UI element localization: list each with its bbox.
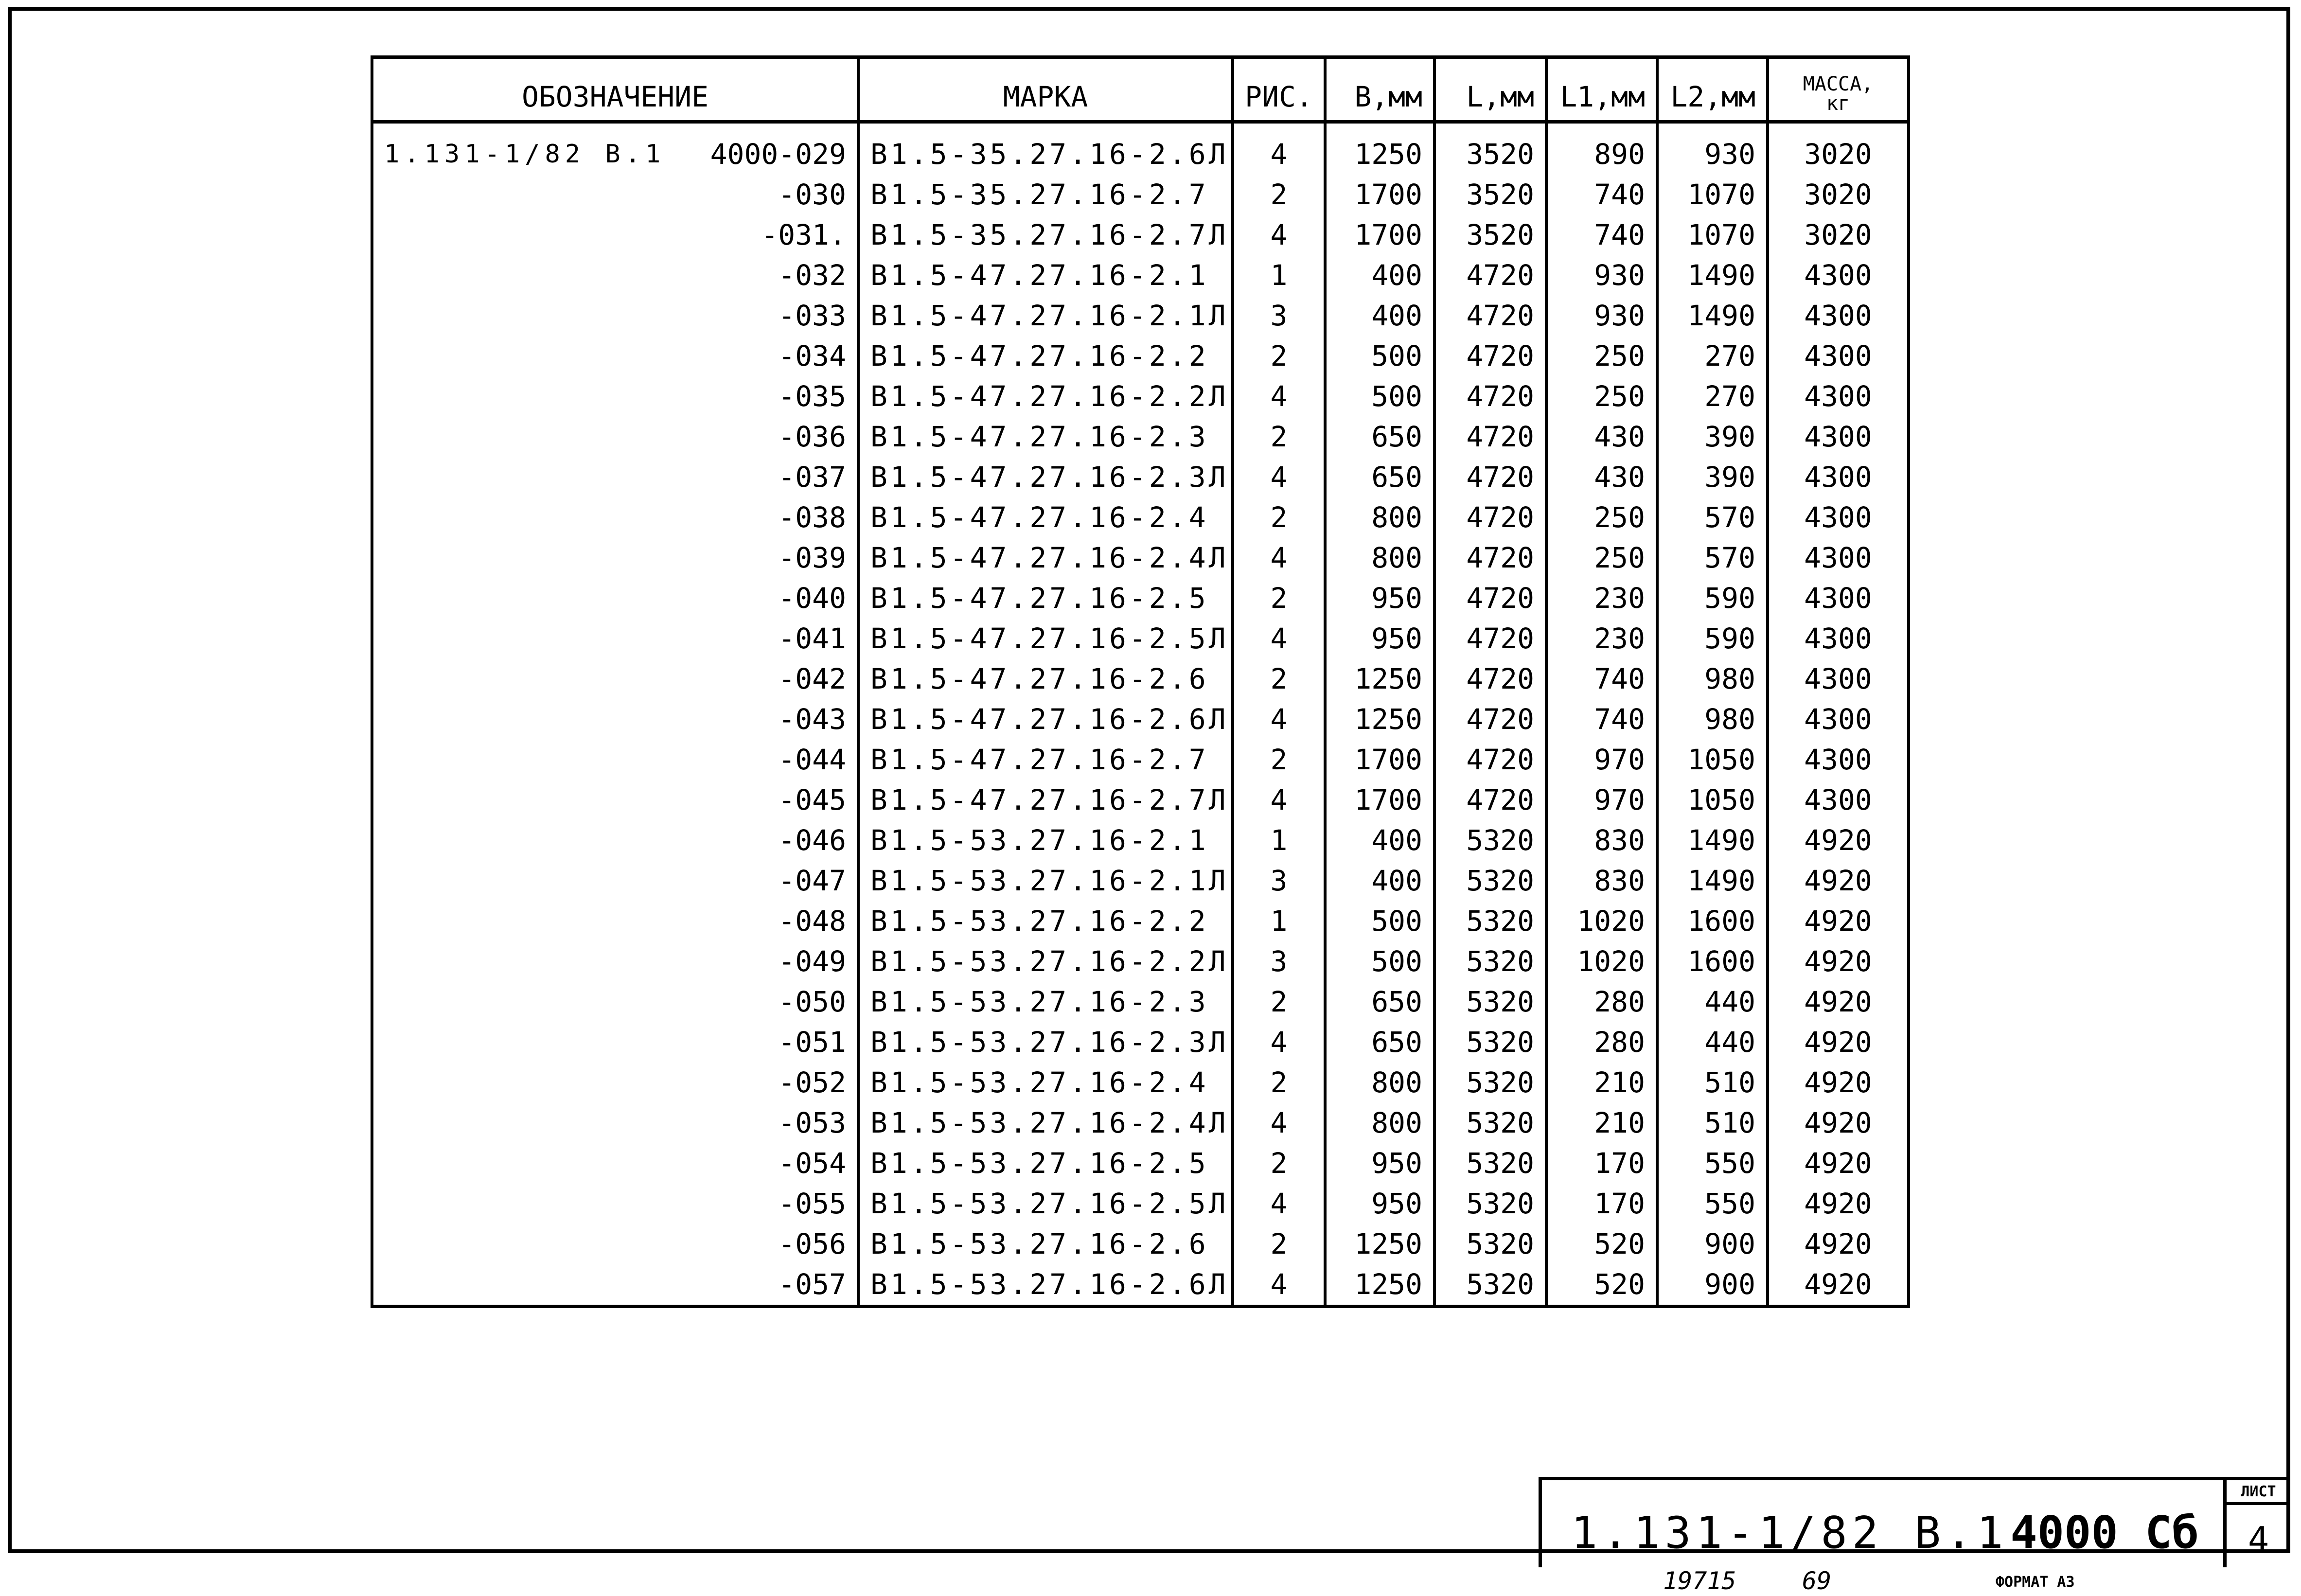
b-cell: 1700: [1325, 175, 1434, 215]
l-cell: 5320: [1434, 1063, 1546, 1103]
l1-cell: 830: [1546, 861, 1657, 901]
designation-cell: -049: [372, 941, 858, 982]
fig-cell: 3: [1233, 941, 1325, 982]
header-mass: [1768, 57, 1909, 122]
table-row: [372, 497, 1909, 538]
title-block: [1539, 1477, 2228, 1567]
header-fig: РИС.: [1233, 57, 1325, 122]
mark-cell: В1.5-53.27.16-2.5: [858, 1143, 1233, 1184]
mark-cell: В1.5-47.27.16-2.7: [858, 740, 1233, 780]
table-row: [372, 296, 1909, 336]
l2-cell: 510: [1657, 1103, 1768, 1143]
fig-cell: 2: [1233, 417, 1325, 457]
l-cell: 4720: [1434, 417, 1546, 457]
designation-cell: -053: [372, 1103, 858, 1143]
mass-cell: 4920: [1768, 1103, 1909, 1143]
b-cell: 1250: [1325, 699, 1434, 740]
l1-cell: 280: [1546, 1022, 1657, 1063]
mark-cell: В1.5-47.27.16-2.1Л: [858, 296, 1233, 336]
l2-cell: 390: [1657, 457, 1768, 497]
mark-cell: В1.5-47.27.16-2.6: [858, 659, 1233, 699]
mark-cell: В1.5-47.27.16-2.3Л: [858, 457, 1233, 497]
b-cell: 1250: [1325, 1264, 1434, 1307]
table-row: [372, 659, 1909, 699]
table-row: [372, 901, 1909, 941]
l1-cell: 230: [1546, 619, 1657, 659]
l2-cell: 1490: [1657, 296, 1768, 336]
table-row: [372, 1143, 1909, 1184]
b-cell: 650: [1325, 457, 1434, 497]
fig-cell: 2: [1233, 1143, 1325, 1184]
mass-cell: 4300: [1768, 740, 1909, 780]
mark-cell: В1.5-47.27.16-2.6Л: [858, 699, 1233, 740]
l1-cell: 740: [1546, 659, 1657, 699]
header-mark: МАРКА: [858, 57, 1233, 122]
l1-cell: 250: [1546, 336, 1657, 376]
mass-cell: 3020: [1768, 122, 1909, 175]
mass-cell: 4300: [1768, 780, 1909, 820]
l2-cell: 270: [1657, 376, 1768, 417]
table-row: [372, 215, 1909, 255]
l1-cell: 230: [1546, 578, 1657, 619]
l-cell: 4720: [1434, 376, 1546, 417]
l2-cell: 570: [1657, 497, 1768, 538]
header-b: B,мм: [1325, 57, 1434, 122]
fig-cell: 2: [1233, 982, 1325, 1022]
mass-cell: 4920: [1768, 1264, 1909, 1307]
fig-cell: 2: [1233, 1063, 1325, 1103]
b-cell: 1250: [1325, 1224, 1434, 1264]
mass-cell: 4920: [1768, 1184, 1909, 1224]
mark-cell: В1.5-47.27.16-2.2: [858, 336, 1233, 376]
header-mass-line1: МАССА,: [1803, 73, 1874, 95]
fig-cell: 4: [1233, 1264, 1325, 1307]
fig-cell: 4: [1233, 1103, 1325, 1143]
table-row: [372, 941, 1909, 982]
designation-cell: -037: [372, 457, 858, 497]
l-cell: 5320: [1434, 982, 1546, 1022]
l2-cell: 590: [1657, 578, 1768, 619]
l-cell: 5320: [1434, 901, 1546, 941]
mark-cell: В1.5-53.27.16-2.5Л: [858, 1184, 1233, 1224]
header-l: L,мм: [1434, 57, 1546, 122]
mark-cell: В1.5-35.27.16-2.7: [858, 175, 1233, 215]
table-row: [372, 417, 1909, 457]
l2-cell: 1070: [1657, 215, 1768, 255]
mark-cell: В1.5-47.27.16-2.4: [858, 497, 1233, 538]
l1-cell: 1020: [1546, 941, 1657, 982]
mark-cell: В1.5-53.27.16-2.6Л: [858, 1264, 1233, 1307]
mark-cell: В1.5-47.27.16-2.5: [858, 578, 1233, 619]
l-cell: 4720: [1434, 255, 1546, 296]
l-cell: 3520: [1434, 175, 1546, 215]
l1-cell: 970: [1546, 780, 1657, 820]
l-cell: 4720: [1434, 780, 1546, 820]
title-block-document: 4000 Сб: [2010, 1507, 2199, 1559]
l-cell: 4720: [1434, 296, 1546, 336]
l-cell: 4720: [1434, 457, 1546, 497]
l-cell: 4720: [1434, 538, 1546, 578]
table-row: [372, 982, 1909, 1022]
header-l1: L1,мм: [1546, 57, 1657, 122]
b-cell: 800: [1325, 1103, 1434, 1143]
table-row: [372, 578, 1909, 619]
mass-cell: 4300: [1768, 417, 1909, 457]
l1-cell: 430: [1546, 417, 1657, 457]
mass-cell: 4920: [1768, 1063, 1909, 1103]
designation-cell: -042: [372, 659, 858, 699]
l-cell: 4720: [1434, 497, 1546, 538]
b-cell: 800: [1325, 497, 1434, 538]
l2-cell: 440: [1657, 1022, 1768, 1063]
l1-cell: 1020: [1546, 901, 1657, 941]
fig-cell: 4: [1233, 538, 1325, 578]
fig-cell: 4: [1233, 699, 1325, 740]
title-block-code: 1.131-1/82 В.1: [1571, 1507, 2008, 1559]
designation-cell: -055: [372, 1184, 858, 1224]
l1-cell: 430: [1546, 457, 1657, 497]
mark-cell: В1.5-47.27.16-2.5Л: [858, 619, 1233, 659]
table-row: [372, 1264, 1909, 1307]
fig-cell: 2: [1233, 578, 1325, 619]
l2-cell: 390: [1657, 417, 1768, 457]
mass-cell: 4300: [1768, 578, 1909, 619]
table-row: [372, 1022, 1909, 1063]
l1-cell: 170: [1546, 1184, 1657, 1224]
mass-cell: 4920: [1768, 901, 1909, 941]
designation-cell: -054: [372, 1143, 858, 1184]
designation-cell: -057: [372, 1264, 858, 1307]
table-row: [372, 376, 1909, 417]
l2-cell: 1600: [1657, 941, 1768, 982]
fig-cell: 2: [1233, 1224, 1325, 1264]
mass-cell: 4300: [1768, 699, 1909, 740]
designation-cell: -031.: [372, 215, 858, 255]
l2-cell: 550: [1657, 1184, 1768, 1224]
designation-cell: -034: [372, 336, 858, 376]
b-cell: 800: [1325, 538, 1434, 578]
table-row: [372, 699, 1909, 740]
b-cell: 400: [1325, 861, 1434, 901]
b-cell: 950: [1325, 1143, 1434, 1184]
b-cell: 650: [1325, 1022, 1434, 1063]
designation-cell: -033: [372, 296, 858, 336]
b-cell: 1700: [1325, 780, 1434, 820]
fig-cell: 4: [1233, 215, 1325, 255]
mass-cell: 4920: [1768, 941, 1909, 982]
fig-cell: 4: [1233, 122, 1325, 175]
l-cell: 5320: [1434, 1264, 1546, 1307]
l2-cell: 440: [1657, 982, 1768, 1022]
l1-cell: 250: [1546, 497, 1657, 538]
l1-cell: 250: [1546, 538, 1657, 578]
header-designation: ОБОЗНАЧЕНИЕ: [372, 57, 858, 122]
b-cell: 800: [1325, 1063, 1434, 1103]
fig-cell: 2: [1233, 175, 1325, 215]
l1-cell: 280: [1546, 982, 1657, 1022]
fig-cell: 4: [1233, 1022, 1325, 1063]
l-cell: 5320: [1434, 1103, 1546, 1143]
b-cell: 650: [1325, 417, 1434, 457]
mass-cell: 3020: [1768, 215, 1909, 255]
mark-cell: В1.5-35.27.16-2.7Л: [858, 215, 1233, 255]
fig-cell: 1: [1233, 255, 1325, 296]
fig-cell: 2: [1233, 497, 1325, 538]
b-cell: 1250: [1325, 122, 1434, 175]
l2-cell: 590: [1657, 619, 1768, 659]
mass-cell: 4300: [1768, 255, 1909, 296]
fig-cell: 2: [1233, 740, 1325, 780]
mark-cell: В1.5-53.27.16-2.3: [858, 982, 1233, 1022]
designation-cell: -050: [372, 982, 858, 1022]
l-cell: 5320: [1434, 820, 1546, 861]
l1-cell: 930: [1546, 296, 1657, 336]
l1-cell: 970: [1546, 740, 1657, 780]
mass-cell: 3020: [1768, 175, 1909, 215]
table-header-row: [372, 57, 1909, 122]
l-cell: 5320: [1434, 1143, 1546, 1184]
mass-cell: 4300: [1768, 457, 1909, 497]
designation-cell: -036: [372, 417, 858, 457]
mass-cell: 4920: [1768, 1143, 1909, 1184]
designation-cell: -044: [372, 740, 858, 780]
table-row: [372, 1103, 1909, 1143]
l2-cell: 570: [1657, 538, 1768, 578]
l2-cell: 510: [1657, 1063, 1768, 1103]
l1-cell: 740: [1546, 699, 1657, 740]
l1-cell: 250: [1546, 376, 1657, 417]
header-mass-line2: кг: [1826, 92, 1850, 115]
b-cell: 1250: [1325, 659, 1434, 699]
table-row: [372, 122, 1909, 175]
designation-cell: -041: [372, 619, 858, 659]
b-cell: 500: [1325, 376, 1434, 417]
l-cell: 3520: [1434, 215, 1546, 255]
footer-number: 69: [1802, 1567, 1832, 1595]
l-cell: 4720: [1434, 619, 1546, 659]
base-designation: 1.131-1/82 В.1: [384, 140, 666, 169]
designation-cell: -040: [372, 578, 858, 619]
mark-cell: В1.5-53.27.16-2.1: [858, 820, 1233, 861]
b-cell: 950: [1325, 1184, 1434, 1224]
table-row: [372, 1063, 1909, 1103]
b-cell: 950: [1325, 578, 1434, 619]
l2-cell: 930: [1657, 122, 1768, 175]
designation-code: 4000-029: [710, 138, 846, 171]
l2-cell: 900: [1657, 1264, 1768, 1307]
mark-cell: В1.5-47.27.16-2.4Л: [858, 538, 1233, 578]
l-cell: 4720: [1434, 659, 1546, 699]
designation-cell: -051: [372, 1022, 858, 1063]
b-cell: 400: [1325, 255, 1434, 296]
mark-cell: В1.5-53.27.16-2.2: [858, 901, 1233, 941]
fig-cell: 4: [1233, 619, 1325, 659]
fig-cell: 2: [1233, 659, 1325, 699]
mark-cell: В1.5-47.27.16-2.3: [858, 417, 1233, 457]
l2-cell: 1490: [1657, 820, 1768, 861]
l2-cell: 980: [1657, 659, 1768, 699]
b-cell: 1700: [1325, 740, 1434, 780]
sheet-box: [2223, 1477, 2290, 1567]
mass-cell: 4300: [1768, 376, 1909, 417]
mass-cell: 4920: [1768, 820, 1909, 861]
specification-table: [371, 55, 1910, 1308]
designation-cell: -032: [372, 255, 858, 296]
designation-cell: -043: [372, 699, 858, 740]
l-cell: 5320: [1434, 941, 1546, 982]
fig-cell: 3: [1233, 296, 1325, 336]
fig-cell: 4: [1233, 780, 1325, 820]
l2-cell: 900: [1657, 1224, 1768, 1264]
l2-cell: 270: [1657, 336, 1768, 376]
designation-cell: -046: [372, 820, 858, 861]
l2-cell: 1050: [1657, 780, 1768, 820]
l1-cell: 930: [1546, 255, 1657, 296]
mass-cell: 4920: [1768, 1224, 1909, 1264]
b-cell: 500: [1325, 336, 1434, 376]
l-cell: 3520: [1434, 122, 1546, 175]
table-row: [372, 780, 1909, 820]
mark-cell: В1.5-53.27.16-2.3Л: [858, 1022, 1233, 1063]
table-row: [372, 538, 1909, 578]
table-row: [372, 175, 1909, 215]
format-label: ФОРМАТ А3: [1996, 1574, 2075, 1591]
fig-cell: 4: [1233, 376, 1325, 417]
mark-cell: В1.5-47.27.16-2.2Л: [858, 376, 1233, 417]
designation-cell: -045: [372, 780, 858, 820]
l2-cell: 1600: [1657, 901, 1768, 941]
l-cell: 5320: [1434, 1224, 1546, 1264]
l2-cell: 980: [1657, 699, 1768, 740]
designation-cell: -039: [372, 538, 858, 578]
l2-cell: 1070: [1657, 175, 1768, 215]
mark-cell: В1.5-53.27.16-2.2Л: [858, 941, 1233, 982]
l1-cell: 740: [1546, 175, 1657, 215]
l1-cell: 170: [1546, 1143, 1657, 1184]
designation-cell: -056: [372, 1224, 858, 1264]
l-cell: 4720: [1434, 740, 1546, 780]
mass-cell: 4300: [1768, 619, 1909, 659]
sheet-number: 4: [2248, 1519, 2269, 1560]
mark-cell: В1.5-47.27.16-2.7Л: [858, 780, 1233, 820]
l2-cell: 1490: [1657, 255, 1768, 296]
mass-cell: 4300: [1768, 659, 1909, 699]
sheet-label: ЛИСТ: [2227, 1483, 2290, 1505]
table-row: [372, 820, 1909, 861]
b-cell: 500: [1325, 901, 1434, 941]
mark-cell: В1.5-53.27.16-2.4Л: [858, 1103, 1233, 1143]
mark-cell: В1.5-53.27.16-2.1Л: [858, 861, 1233, 901]
mass-cell: 4920: [1768, 982, 1909, 1022]
mark-cell: В1.5-35.27.16-2.6Л: [858, 122, 1233, 175]
l-cell: 4720: [1434, 336, 1546, 376]
b-cell: 950: [1325, 619, 1434, 659]
designation-cell: [372, 122, 858, 175]
l-cell: 4720: [1434, 578, 1546, 619]
fig-cell: 4: [1233, 457, 1325, 497]
mass-cell: 4300: [1768, 336, 1909, 376]
table-row: [372, 457, 1909, 497]
fig-cell: 1: [1233, 820, 1325, 861]
l-cell: 5320: [1434, 1184, 1546, 1224]
l1-cell: 520: [1546, 1264, 1657, 1307]
mark-cell: В1.5-53.27.16-2.6: [858, 1224, 1233, 1264]
l1-cell: 210: [1546, 1063, 1657, 1103]
l1-cell: 830: [1546, 820, 1657, 861]
l2-cell: 550: [1657, 1143, 1768, 1184]
mass-cell: 4300: [1768, 497, 1909, 538]
b-cell: 650: [1325, 982, 1434, 1022]
b-cell: 400: [1325, 820, 1434, 861]
mass-cell: 4920: [1768, 1022, 1909, 1063]
designation-cell: -030: [372, 175, 858, 215]
l-cell: 5320: [1434, 861, 1546, 901]
table-row: [372, 740, 1909, 780]
table-row: [372, 861, 1909, 901]
table-row: [372, 255, 1909, 296]
l-cell: 4720: [1434, 699, 1546, 740]
b-cell: 500: [1325, 941, 1434, 982]
fig-cell: 3: [1233, 861, 1325, 901]
designation-cell: -038: [372, 497, 858, 538]
table-row: [372, 1184, 1909, 1224]
mark-cell: В1.5-53.27.16-2.4: [858, 1063, 1233, 1103]
b-cell: 1700: [1325, 215, 1434, 255]
inventory-number: 19715: [1663, 1567, 1736, 1595]
designation-cell: -035: [372, 376, 858, 417]
l-cell: 5320: [1434, 1022, 1546, 1063]
b-cell: 400: [1325, 296, 1434, 336]
l1-cell: 890: [1546, 122, 1657, 175]
l1-cell: 210: [1546, 1103, 1657, 1143]
header-l2: L2,мм: [1657, 57, 1768, 122]
fig-cell: 1: [1233, 901, 1325, 941]
table-row: [372, 336, 1909, 376]
designation-cell: -047: [372, 861, 858, 901]
l1-cell: 520: [1546, 1224, 1657, 1264]
l2-cell: 1490: [1657, 861, 1768, 901]
l1-cell: 740: [1546, 215, 1657, 255]
mark-cell: В1.5-47.27.16-2.1: [858, 255, 1233, 296]
mass-cell: 4300: [1768, 296, 1909, 336]
l2-cell: 1050: [1657, 740, 1768, 780]
designation-cell: -048: [372, 901, 858, 941]
table-row: [372, 619, 1909, 659]
table-row: [372, 1224, 1909, 1264]
fig-cell: 4: [1233, 1184, 1325, 1224]
fig-cell: 2: [1233, 336, 1325, 376]
designation-cell: -052: [372, 1063, 858, 1103]
mass-cell: 4920: [1768, 861, 1909, 901]
mass-cell: 4300: [1768, 538, 1909, 578]
